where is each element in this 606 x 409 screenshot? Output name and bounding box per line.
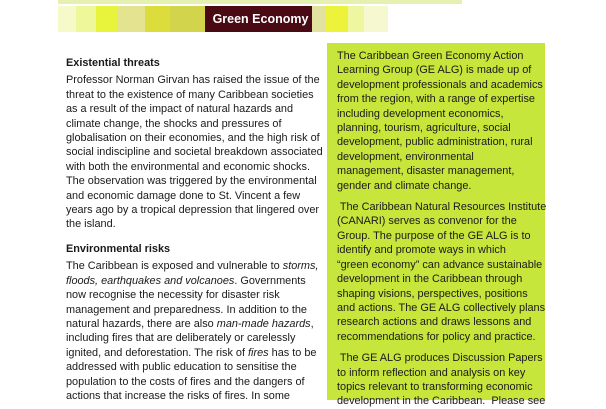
sidebar-line: research actions and draws lessons and: [337, 316, 532, 329]
sidebar-line: Learning Group (GE ALG) is made up of: [337, 64, 532, 77]
text-line: [66, 375, 316, 389]
text-line: [66, 117, 316, 131]
text-segment: including fires that are deliberately or carelessly: [66, 332, 296, 345]
italic-text: man-made hazards: [216, 317, 311, 330]
text-line: [66, 331, 316, 345]
section-title: Green Economy: [209, 6, 312, 32]
text-segment: Professor Norman Girvan has raised the issue of the: [66, 74, 320, 87]
text-line: [66, 360, 316, 374]
header-stripe: [58, 6, 76, 32]
text-line: [66, 389, 316, 403]
sidebar-line: development professionals and academics: [337, 78, 543, 91]
sidebar-line: recommendations for policy and practice.: [337, 330, 536, 343]
text-segment: social indiscipline and societal breakdown associated: [66, 146, 323, 159]
sidebar-line: to inform reflection and analysis on key: [337, 366, 526, 379]
text-line: [66, 73, 320, 87]
text-segment: and economic damage done to St. Vincent a few: [66, 189, 301, 202]
sidebar-line: Group. The purpose of the GE ALG is to: [337, 229, 531, 242]
sidebar-line: The Caribbean Natural Resources Institute: [337, 201, 547, 214]
sidebar-line: shaping visions, perspectives, positions: [337, 287, 528, 300]
sidebar-line: development, environmental: [337, 150, 474, 163]
sidebar-line: identify and promote ways in which: [337, 244, 506, 257]
header-stripe: [145, 6, 170, 32]
text-line: [66, 274, 316, 288]
text-line: [66, 288, 316, 302]
header-stripe: [118, 6, 145, 32]
text-line: [66, 217, 316, 231]
text-line: [66, 189, 316, 203]
italic-text: floods, earthquakes and volcanoes: [66, 274, 235, 287]
header-top-band: [58, 0, 462, 4]
text-line: [66, 317, 316, 331]
text-segment: The observation was triggered by the environmental: [66, 175, 317, 188]
text-segment: climate change, the shocks and pressures of: [66, 117, 282, 130]
sidebar-line: gender and climate change.: [337, 179, 472, 192]
text-segment: years ago by a tropical depression that lingered over: [66, 204, 320, 217]
text-segment: ,: [310, 317, 314, 330]
sidebar-line: development, public administration, rural: [337, 136, 533, 149]
text-segment: management and preparedness. In addition to the: [66, 303, 307, 316]
text-segment: natural hazards, there are also: [66, 317, 217, 330]
sidebar-line: development in the Caribbean through: [337, 273, 523, 286]
text-line: [66, 203, 320, 217]
section-heading: Existential threats: [66, 57, 160, 69]
text-line: [66, 145, 323, 159]
text-line: [66, 259, 319, 273]
text-line: [66, 88, 316, 102]
text-segment: actions that increase the risks of fires. In some: [66, 389, 290, 402]
sidebar-line: including development economics,: [337, 107, 504, 120]
sidebar-line: The Caribbean Green Economy Action: [337, 50, 524, 62]
text-segment: as a result of the impact of natural hazards and: [66, 103, 294, 116]
italic-text: fires: [248, 346, 269, 359]
left-column: [66, 56, 323, 403]
sidebar-line: (CANARI) serves as convenor for the: [337, 215, 517, 228]
sidebar-line: from the region, with a range of expertise: [337, 93, 535, 106]
text-line: [66, 131, 320, 145]
text-line: [66, 346, 316, 360]
header-stripe: [76, 6, 96, 32]
sidebar-text: [337, 49, 546, 409]
text-line: [66, 102, 316, 116]
text-segment: The Caribbean is exposed and vulnerable to: [66, 260, 283, 273]
header-stripe: [96, 6, 118, 32]
text-segment: threat to the existence of many Caribbean societies: [66, 88, 314, 101]
text-segment: . Governments: [234, 274, 306, 287]
section-heading: Environmental risks: [66, 242, 171, 255]
sidebar-line: The GE ALG produces Discussion Papers: [337, 352, 543, 365]
text-segment: has to be: [268, 346, 317, 359]
text-line: [66, 174, 316, 188]
text-segment: with both the environmental and economic shocks.: [66, 160, 310, 173]
text-segment: addressed with public education to sensitise the: [66, 361, 297, 374]
sidebar-line: development in the Caribbean. Please see: [337, 395, 546, 408]
text-segment: population to the costs of fires and the dangers of: [66, 375, 305, 388]
text-line: [66, 303, 316, 317]
sidebar-line: planning, tourism, agriculture, social: [337, 122, 511, 135]
header-stripe: [170, 6, 205, 32]
sidebar-line: “green economy” can advance sustainable: [337, 258, 543, 271]
text-segment: globalisation on their economies, and the high risk of: [66, 132, 320, 145]
text-segment: now recognise the necessity for disaster risk: [66, 289, 280, 302]
italic-text: storms,: [282, 260, 319, 273]
header-stripe: [326, 6, 348, 32]
sidebar-line: management, disaster management,: [337, 165, 515, 178]
text-segment: ignited, and deforestation. The risk of: [66, 346, 249, 359]
sidebar-line: topics relevant to transforming economic: [337, 380, 533, 393]
text-segment: the island.: [66, 218, 116, 231]
sidebar-line: and actions. The GE ALG collectively plans: [337, 301, 546, 314]
header-stripe: [364, 6, 388, 32]
text-line: [66, 160, 316, 174]
header-stripe: [348, 6, 364, 32]
